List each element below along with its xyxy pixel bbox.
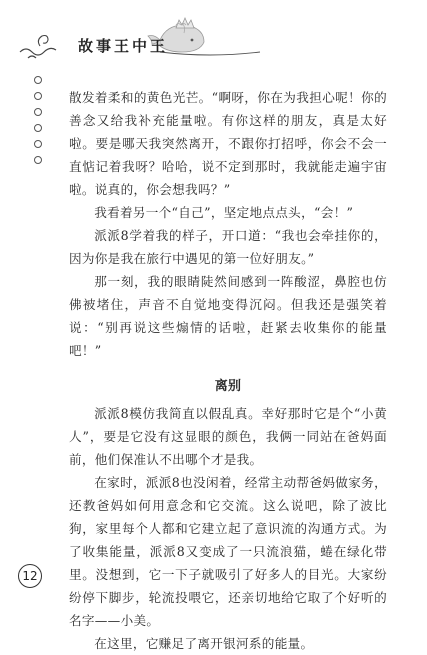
paragraph: 派派8模仿我简直以假乱真。幸好那时它是个“小黄人”，要是它没有这显眼的颜色，我俩一同站在爸妈面前，他们保准认不出哪个才是我。	[69, 406, 387, 467]
paragraph: 在家时，派派8也没闲着，经常主动帮爸妈做家务，还教爸妈如何用意念和它交流。这么说吧，除了波比狗，家里每个人都和它建立起了意识流的沟通方式。为了收集能量，派派8又变成了一只流浪猫，蜷在绿化带里。没想到，它一下子就吸引了好多人的目光。大家纷纷停下脚步，轮流投喂它，还亲切地给它取了个好听的名字——小美。	[69, 475, 387, 628]
paragraph: 散发着柔和的黄色光芒。“啊呀，你在为我担心呢！你的善念又给我补充能量啦。有你这样的朋友，真是太好啦。要是哪天我突然离开，不跟你打招呼，你会不会一直惦记着我呀？哈哈，说不定到那时，我就能走遍宇宙啦。说真的，你会想我吗？”	[69, 90, 387, 197]
header-decoration	[0, 0, 427, 80]
header-title: 故事王中王	[78, 37, 169, 55]
paragraph: 在这里，它赚足了离开银河系的能量。	[94, 636, 314, 651]
paragraph: 那一刻，我的眼睛陡然间感到一阵酸涩，鼻腔也仿佛被堵住，声音不自觉地变得沉闷。但我还是强笑着说：“别再说这些煽情的话啦，赶紧去收集你的能量吧！”	[69, 274, 387, 358]
paragraph: 我看着另一个“自己”，坚定地点点头，“会！”	[94, 205, 354, 220]
page-number: 12	[18, 564, 42, 588]
section-title: 离别	[214, 379, 242, 394]
wave-swirl-icon	[20, 48, 56, 58]
margin-dots	[34, 76, 46, 172]
paragraph: 派派8学着我的样子，开口道：“我也会牵挂你的，因为你是我在旅行中遇见的第一位好朋友。”	[69, 228, 387, 266]
page-body	[69, 86, 387, 655]
page-header	[0, 0, 427, 80]
